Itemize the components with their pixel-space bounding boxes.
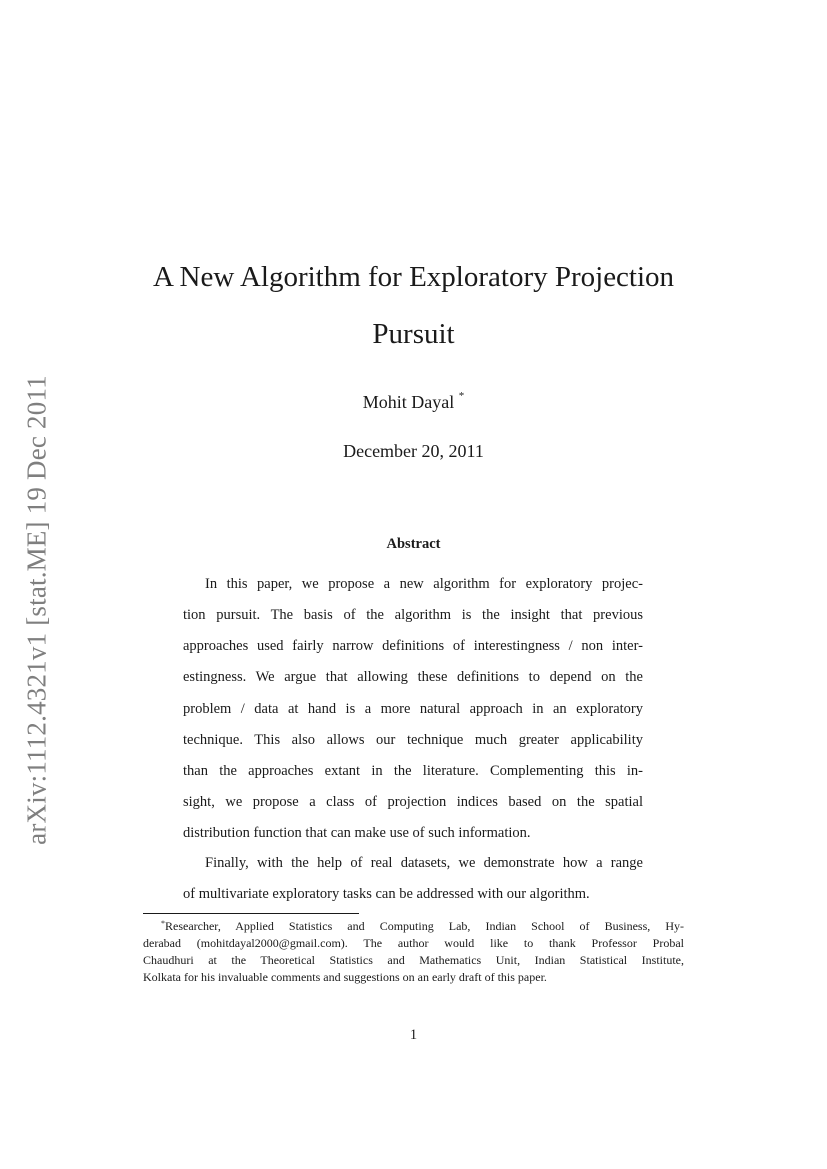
paper-title-line-1: A New Algorithm for Exploratory Projection bbox=[152, 261, 675, 293]
abstract-line: estingness. We argue that allowing these definitions to depend on the bbox=[183, 669, 643, 685]
footnote-line bbox=[161, 920, 684, 932]
abstract-line: problem / data at hand is a more natural approach in an exploratory bbox=[183, 701, 643, 717]
abstract-line: technique. This also allows our technique much greater applicability bbox=[183, 732, 643, 748]
footnote-text: Researcher, Applied Statistics and Computing Lab, Indian School of Business, Hy- bbox=[165, 919, 684, 933]
abstract-line: approaches used fairly narrow definitions of interestingness / non inter- bbox=[183, 638, 643, 654]
author-name: Mohit Dayal bbox=[362, 392, 455, 412]
abstract-line: Finally, with the help of real datasets, we demonstrate how a range bbox=[205, 855, 643, 871]
publication-date: December 20, 2011 bbox=[343, 441, 484, 461]
arxiv-identifier-stamp[interactable]: arXiv:1112.4321v1 [stat.ME] 19 Dec 2011 bbox=[21, 375, 52, 845]
abstract-heading: Abstract bbox=[386, 536, 441, 552]
page-number: 1 bbox=[409, 1027, 418, 1043]
footnote-mark: * bbox=[161, 919, 165, 928]
footnote-line: derabad (mohitdayal2000@gmail.com). The author would like to thank Professor Probal bbox=[143, 936, 684, 950]
author bbox=[120, 392, 707, 413]
abstract-line: sight, we propose a class of projection indices based on the spatial bbox=[183, 794, 643, 810]
abstract-line: In this paper, we propose a new algorithm for exploratory projec- bbox=[205, 576, 643, 592]
footnote-line: Kolkata for his invaluable comments and suggestions on an early draft of this paper. bbox=[143, 970, 547, 984]
abstract-line: tion pursuit. The basis of the algorithm is the insight that previous bbox=[183, 607, 643, 623]
footnote-line: Chaudhuri at the Theoretical Statistics and Mathematics Unit, Indian Statistical Institute, bbox=[143, 953, 684, 967]
abstract-line: than the approaches extant in the literature. Complementing this in- bbox=[183, 763, 643, 779]
abstract-line: distribution function that can make use of such information. bbox=[183, 825, 531, 841]
abstract-line: of multivariate exploratory tasks can be addressed with our algorithm. bbox=[183, 886, 590, 902]
paper-title-line-2: Pursuit bbox=[372, 318, 455, 350]
footnote-divider bbox=[143, 913, 359, 914]
author-footnote-mark[interactable]: * bbox=[458, 390, 465, 402]
